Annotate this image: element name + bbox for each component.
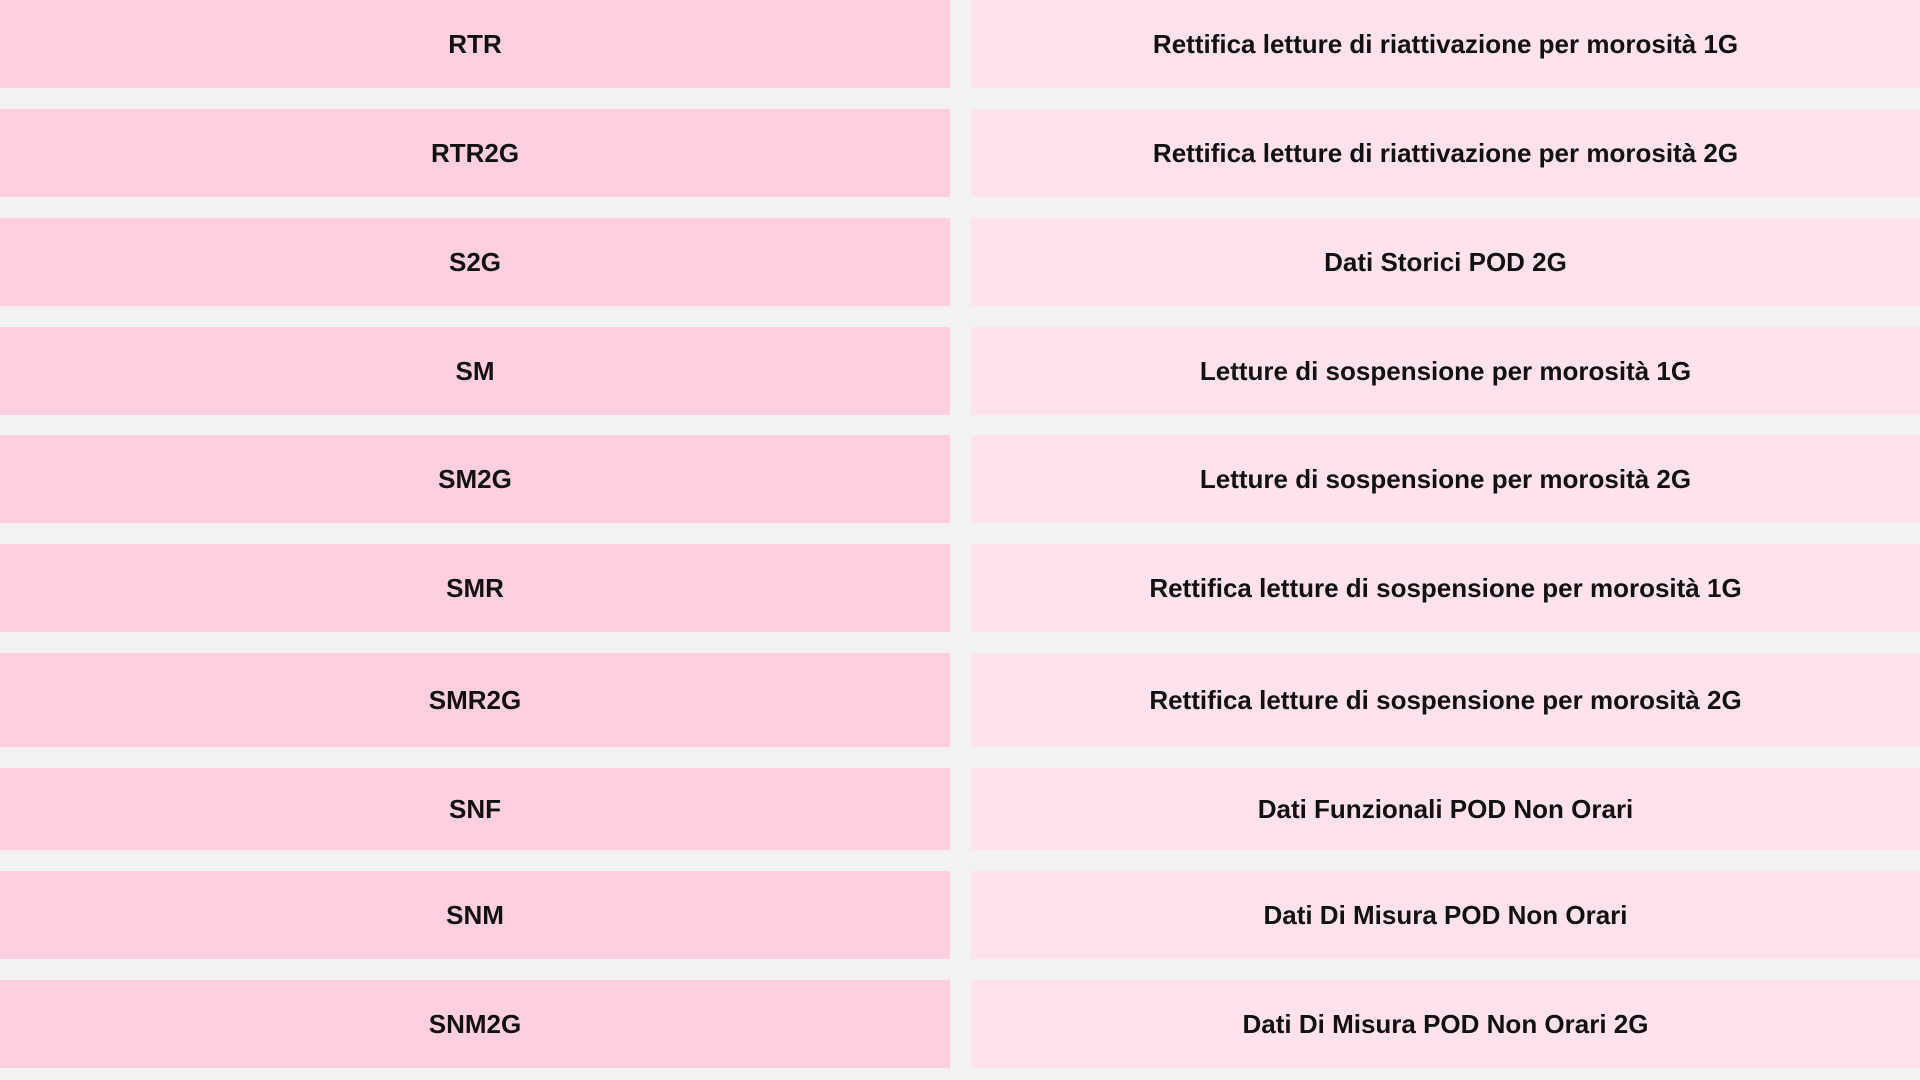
description-cell: Letture di sospensione per morosità 2G (971, 435, 1920, 523)
table-row (0, 109, 1920, 197)
code-cell: SMR2G (0, 653, 950, 747)
table-row (0, 980, 1920, 1068)
table-row (0, 435, 1920, 523)
code-cell: SM2G (0, 435, 950, 523)
code-cell: RTR2G (0, 109, 950, 197)
code-cell: SNM (0, 871, 950, 959)
code-cell: S2G (0, 218, 950, 306)
table-row (0, 768, 1920, 850)
table-row (0, 0, 1920, 88)
description-cell: Rettifica letture di riattivazione per morosità 2G (971, 109, 1920, 197)
table-row (0, 871, 1920, 959)
description-cell: Dati Di Misura POD Non Orari (971, 871, 1920, 959)
description-cell: Rettifica letture di riattivazione per morosità 1G (971, 0, 1920, 88)
table-row (0, 327, 1920, 415)
description-cell: Rettifica letture di sospensione per morosità 2G (971, 653, 1920, 747)
table-row (0, 653, 1920, 747)
code-cell: SNM2G (0, 980, 950, 1068)
code-cell: SMR (0, 544, 950, 632)
description-cell: Letture di sospensione per morosità 1G (971, 327, 1920, 415)
description-cell: Rettifica letture di sospensione per morosità 1G (971, 544, 1920, 632)
code-cell: SNF (0, 768, 950, 850)
code-cell: SM (0, 327, 950, 415)
table-row (0, 218, 1920, 306)
description-cell: Dati Funzionali POD Non Orari (971, 768, 1920, 850)
description-cell: Dati Storici POD 2G (971, 218, 1920, 306)
description-cell: Dati Di Misura POD Non Orari 2G (971, 980, 1920, 1068)
table-row (0, 544, 1920, 632)
code-cell: RTR (0, 0, 950, 88)
